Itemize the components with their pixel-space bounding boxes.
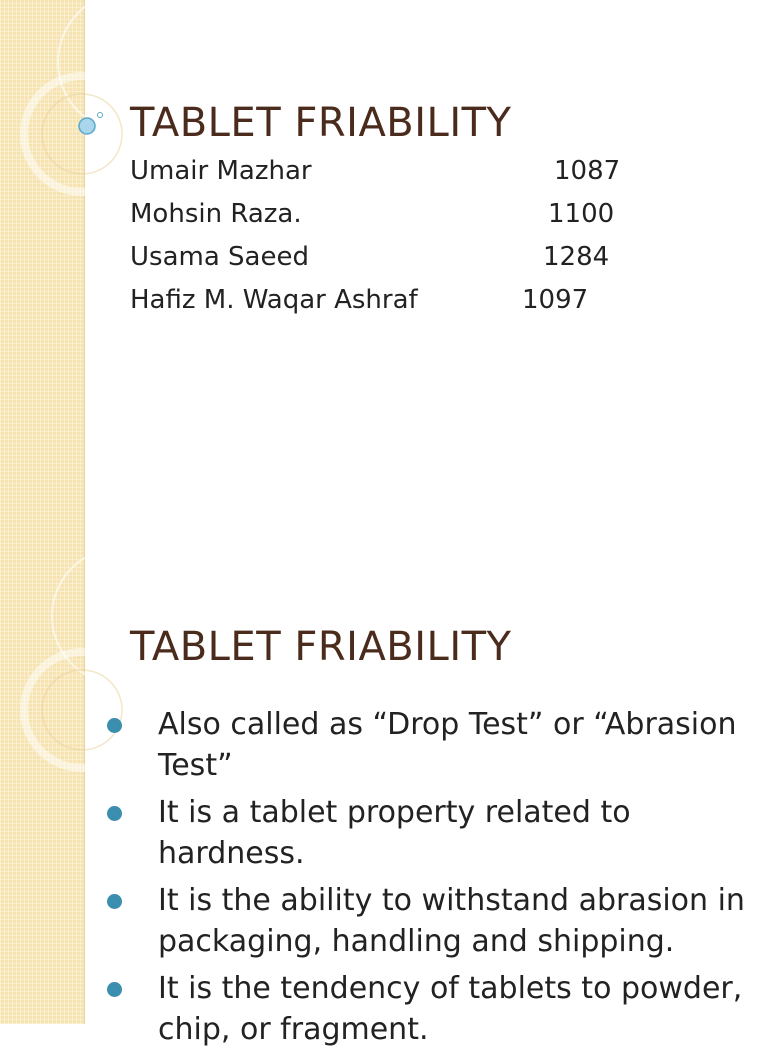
bullet-dot-icon xyxy=(107,894,122,909)
bullet-item xyxy=(104,968,754,1050)
member-roll-number: 1100 xyxy=(548,199,615,229)
bullet-dot-icon xyxy=(107,982,122,997)
bullet-item xyxy=(104,880,754,962)
slide-title: TABLET FRIABILITY xyxy=(130,624,512,670)
member-row xyxy=(130,199,630,242)
bullet-text: It is the ability to withstand abrasion in packaging, handling and shipping. xyxy=(158,883,745,959)
bullet-dot-icon xyxy=(107,806,122,821)
bullet-list xyxy=(104,704,754,1056)
bullet-dot-icon xyxy=(107,718,122,733)
bullet-text: It is a tablet property related to hardness. xyxy=(158,795,631,871)
group-members-list xyxy=(130,156,630,328)
member-row xyxy=(130,242,630,285)
member-roll-number: 1284 xyxy=(543,242,610,272)
member-roll-number: 1097 xyxy=(522,285,589,315)
bullet-item xyxy=(104,704,754,786)
member-name: Usama Saeed xyxy=(130,242,309,272)
member-name: Umair Mazhar xyxy=(130,156,312,186)
member-row xyxy=(130,285,630,328)
member-roll-number: 1087 xyxy=(554,156,621,186)
member-name: Hafiz M. Waqar Ashraf xyxy=(130,285,418,315)
slide-definition xyxy=(0,576,768,1047)
member-name: Mohsin Raza. xyxy=(130,199,302,229)
slide-title: TABLET FRIABILITY xyxy=(130,100,512,146)
member-row xyxy=(130,156,630,199)
bullet-text: Also called as “Drop Test” or “Abrasion Test” xyxy=(158,707,737,783)
bullet-item xyxy=(104,792,754,874)
bullet-text: It is the tendency of tablets to powder, chip, or fragment. xyxy=(158,971,743,1047)
